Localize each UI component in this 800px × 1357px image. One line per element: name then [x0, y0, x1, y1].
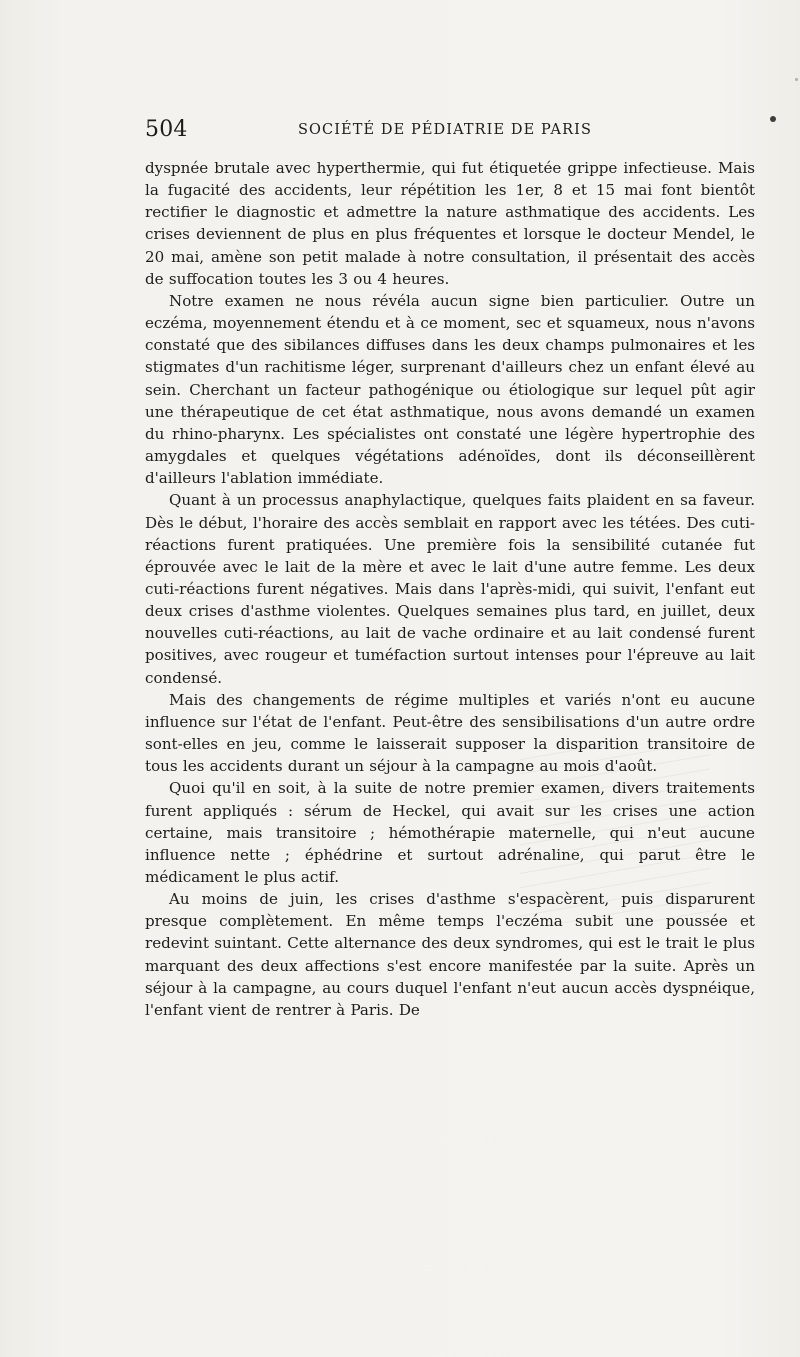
paragraph-1: dyspnée brutale avec hyperthermie, qui fut étiquetée grippe infectieuse. Mais la fugacité des accidents, leur répétition les 1er, 8 et 15 mai font bientôt rectifier le diagnostic et admettre la nature asthmatique des accidents. Les crises deviennent de plus en plus fréquentes et lorsque le docteur Mendel, le 20 mai, amène son petit malade à notre consultation, il présentait des accès de suffocation toutes les 3 ou 4 heures.: [145, 159, 755, 288]
ink-speck: [770, 116, 776, 122]
page-header: [145, 117, 755, 145]
paragraph-3: Quant à un processus anaphylactique, quelques faits plaident en sa faveur. Dès le début, l'horaire des accès semblait en rapport avec les tétées. Des cuti-réactions furent pratiquées. Une première fois la sensibilité cutanée fut éprouvée avec le lait de la mère et avec le lait d'une autre femme. Les deux cuti-réactions furent négatives. Mais dans l'après-midi, qui suivit, l'enfant eut deux crises d'asthme violentes. Quelques semaines plus tard, en juillet, deux nouvelles cuti-réactions, au lait de vache ordinaire et au lait condensé furent positives, avec rougeur et tuméfaction surtout intenses pour l'épreuve au lait condensé.: [145, 491, 755, 687]
body-text: [145, 157, 755, 1021]
paper-speck: [795, 78, 798, 81]
paragraph-4: Mais des changements de régime multiples et variés n'ont eu aucune influence sur l'état de l'enfant. Peut-être des sensibilisations d'un autre ordre sont-elles en jeu, comme le laisserait supposer la disparition transitoire de tous les accidents durant un séjour à la campagne au mois d'août.: [145, 690, 755, 776]
paragraph-5: Quoi qu'il en soit, à la suite de notre premier examen, divers traitements furent appliqués : sérum de Heckel, qui avait sur les crises une action certaine, mais transitoire ; hémothérapie maternelle, qui n'eut aucune influence nette ; éphédrine et surtout adrénaline, qui parut être le médicament le plus actif.: [145, 779, 755, 886]
running-head: SOCIÉTÉ DE PÉDIATRIE DE PARIS: [298, 122, 592, 138]
paragraph-6: Au moins de juin, les crises d'asthme s'espacèrent, puis disparurent presque complètement. En même temps l'eczéma subit une poussée et redevint suintant. Cette alternance des deux syndromes, qui est le trait le plus marquant des deux affections s'est encore manifestée par la suite. Après un séjour à la campagne, au cours duquel l'enfant n'eut aucun accès dyspnéique, l'enfant vient de rentrer à Paris. De: [145, 890, 755, 1019]
paragraph-2: Notre examen ne nous révéla aucun signe bien particulier. Outre un eczéma, moyennement étendu et à ce moment, sec et squameux, nous n'avons constaté que des sibilances diffuses dans les deux champs pulmonaires et les stigmates d'un rachitisme léger, surprenant d'ailleurs chez un enfant élevé au sein. Cherchant un facteur pathogénique ou étiologique sur lequel pût agir une thérapeutique de cet état asthmatique, nous avons demandé un examen du rhino-pharynx. Les spécialistes ont constaté une légère hypertrophie des amygdales et quelques végétations adénoïdes, dont ils déconseillèrent d'ailleurs l'ablation immédiate.: [145, 291, 755, 488]
page-number: 504: [145, 117, 188, 142]
